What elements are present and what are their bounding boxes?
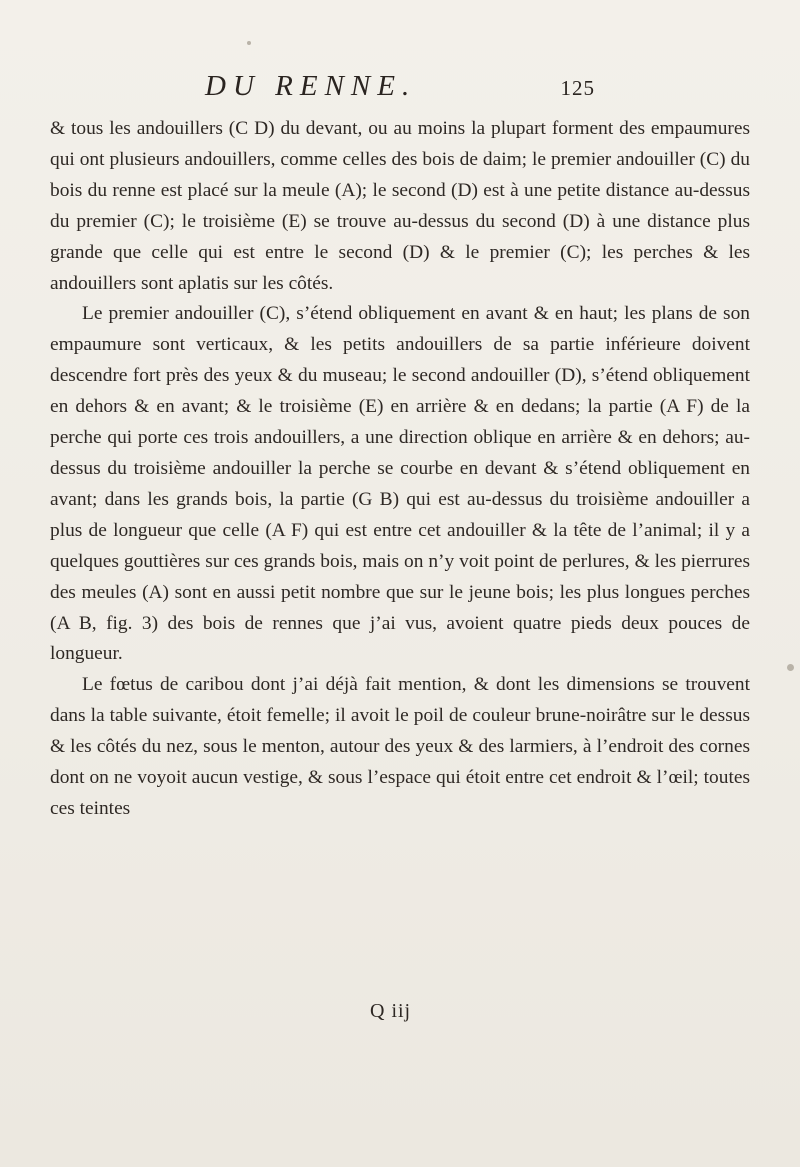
paper-speck xyxy=(247,41,251,45)
body-text xyxy=(50,114,750,825)
paper-speck xyxy=(787,664,794,671)
paragraph-2: Le premier andouiller (C), s’étend obliquement en avant & en haut; les plans de son empaumure sont verticaux, & les petits andouillers de sa partie inférieure doivent descendre fort près des yeux & du museau; le second andouiller (D), s’étend obliquement en dehors & en avant; & le troisième (E) en arrière & en dedans; la partie (A F) de la perche qui porte ces trois andouillers, a une direction oblique en arrière & en dehors; au-dessus du troisième andouiller la perche se courbe en devant & s’étend obliquement en avant; dans les grands bois, la partie (G B) qui est au-dessus du troisième andouiller a plus de longueur que celle (A F) qui est entre cet andouiller & la tête de l’animal; il y a quelques gouttières sur ces grands bois, mais on n’y voit point de perlures, & les pierrures des meules (A) sont en aussi petit nombre que sur le jeune bois; les plus longues perches (A B, fig. 3) des bois de rennes que j’ai vus, avoient quatre pieds deux pouces de longueur. xyxy=(50,303,750,665)
page-header xyxy=(205,70,595,110)
running-title: DU RENNE. xyxy=(205,70,417,102)
page-number: 125 xyxy=(560,76,595,100)
paragraph-3: Le fœtus de caribou dont j’ai déjà fait mention, & dont les dimensions se trouvent dans la table suivante, étoit femelle; il avoit le poil de couleur brune-noirâtre sur le dessus & les côtés du nez, sous le menton, autour des yeux & des larmiers, à l’endroit des cornes dont on ne voyoit aucun vestige, & sous l’espace qui étoit entre cet endroit & l’œil; toutes ces teintes xyxy=(50,674,750,819)
signature-mark: Q iij xyxy=(370,1000,412,1022)
paragraph-1: & tous les andouillers (C D) du devant, ou au moins la plupart forment des empaumures qui ont plusieurs andouillers, comme celles des bois de daim; le premier andouiller (C) du bois du renne est placé sur la meule (A); le second (D) est à une petite distance au-dessus du premier (C); le troisième (E) se trouve au-dessus du second (D) à une distance plus grande que celle qui est entre le second (D) & le premier (C); les perches & les andouillers sont aplatis sur les côtés. xyxy=(50,118,750,294)
